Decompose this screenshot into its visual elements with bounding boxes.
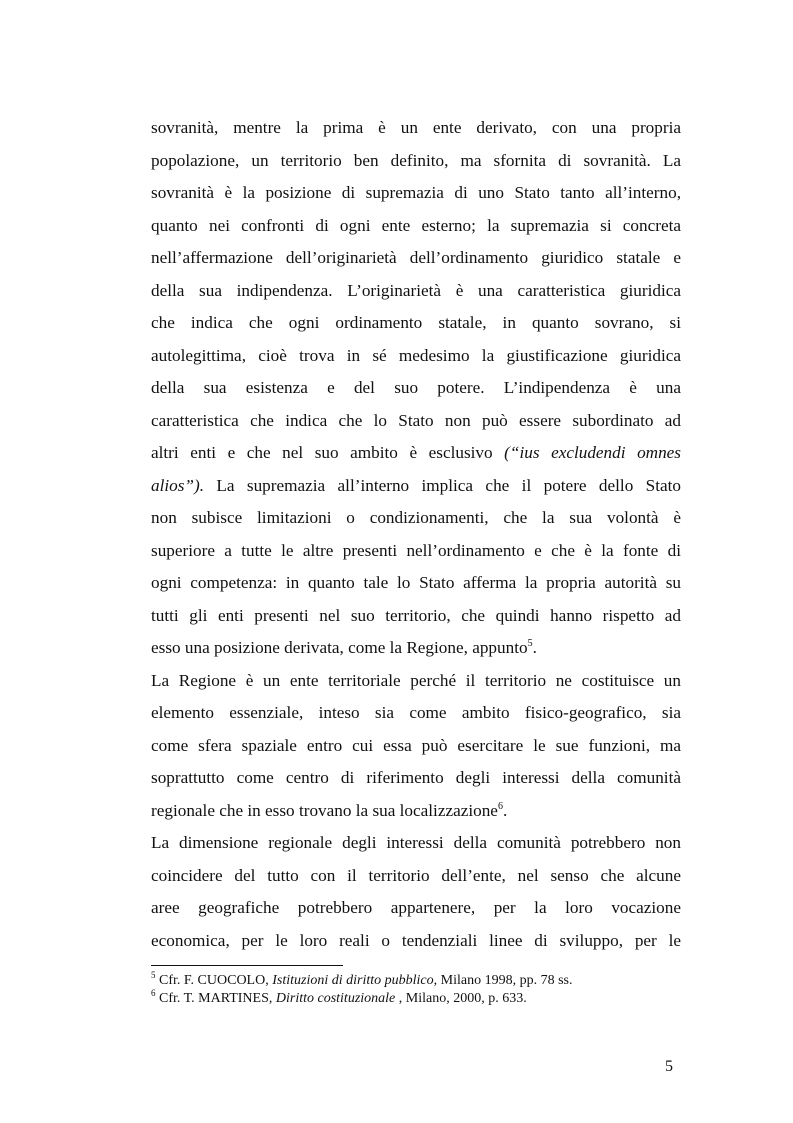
text-run: .	[532, 638, 537, 657]
footnotes	[151, 972, 691, 1008]
body-text	[151, 112, 681, 957]
text-line: quanto nei confronti di ogni ente esterno; la supremazia si concreta	[151, 215, 681, 235]
text-run: esso una posizione derivata, come la Regione, appunto	[151, 638, 528, 657]
latin-phrase: alios”).	[151, 475, 205, 495]
footnote-title: Istituzioni di diritto pubblico	[272, 973, 434, 988]
footnote-text: , Milano, 2000, p. 633.	[395, 991, 527, 1006]
text-line: La dimensione regionale degli interessi della comunità potrebbero non	[151, 833, 681, 852]
footnote-text: , Milano 1998, pp. 78 ss.	[433, 973, 573, 988]
text-line: soprattutto come centro di riferimento degli interessi della comunità	[151, 768, 681, 787]
text-line: elemento essenziale, inteso sia come ambito fisico-geografico, sia	[151, 703, 681, 722]
footnote-mark: 6	[151, 988, 156, 998]
text-run: La supremazia all’interno implica che il potere dello Stato	[204, 475, 681, 495]
text-line	[151, 470, 681, 503]
text-line	[151, 632, 681, 665]
footnote-ref-5[interactable]: 5	[527, 638, 533, 649]
text-line: popolazione, un territorio ben definito, ma sfornita di sovranità. La	[151, 150, 681, 170]
text-line: coincidere del tutto con il territorio dell’ente, nel senso che alcune	[151, 865, 681, 885]
text-line: tutti gli enti presenti nel suo territorio, che quindi hanno rispetto ad	[151, 605, 681, 625]
page-number: 5	[665, 1058, 673, 1075]
text-line: come sfera spaziale entro cui essa può esercitare le sue funzioni, ma	[151, 735, 681, 755]
text-line	[151, 795, 681, 828]
footnote-title: Diritto costituzionale	[275, 991, 396, 1006]
text-run: .	[502, 800, 508, 820]
footnote-text: Cfr. T. MARTINES,	[155, 991, 276, 1006]
text-line: nell’affermazione dell’originarietà dell’ordinamento giuridico statale e	[151, 248, 681, 267]
text-line: della sua indipendenza. L’originarietà è una caratteristica giuridica	[151, 280, 681, 300]
footnote-6	[151, 990, 691, 1008]
footnote-mark: 5	[151, 970, 156, 980]
text-line: della sua esistenza e del suo potere. L’indipendenza è una	[151, 378, 681, 397]
footnote-text: Cfr. F. CUOCOLO,	[155, 973, 273, 988]
latin-phrase: (“ius excludendi omnes	[504, 443, 681, 462]
footnote-5	[151, 972, 691, 990]
text-line: che indica che ogni ordinamento statale, in quanto sovrano, si	[151, 313, 681, 332]
footnote-ref-6[interactable]: 6	[497, 800, 503, 812]
text-line: non subisce limitazioni o condizionamenti, che la sua volontà è	[151, 508, 681, 527]
text-line: economica, per le loro reali o tendenziali linee di sviluppo, per le	[151, 930, 681, 950]
text-run: altri enti e che nel suo ambito è esclusivo	[151, 443, 505, 462]
text-line: sovranità è la posizione di supremazia di uno Stato tanto all’interno,	[151, 183, 681, 202]
footnote-separator	[151, 965, 343, 966]
text-line: sovranità, mentre la prima è un ente derivato, con una propria	[151, 118, 681, 137]
text-line: La Regione è un ente territoriale perché il territorio ne costituisce un	[151, 670, 681, 690]
text-line	[151, 437, 681, 470]
text-line: aree geografiche potrebbero appartenere, per la loro vocazione	[151, 898, 681, 917]
text-run: regionale che in esso trovano la sua localizzazione	[151, 800, 498, 820]
text-line: ogni competenza: in quanto tale lo Stato afferma la propria autorità su	[151, 573, 681, 592]
text-line: superiore a tutte le altre presenti nell’ordinamento e che è la fonte di	[151, 540, 681, 560]
text-line: autolegittima, cioè trova in sé medesimo la giustificazione giuridica	[151, 345, 681, 365]
text-line: caratteristica che indica che lo Stato non può essere subordinato ad	[151, 410, 681, 430]
